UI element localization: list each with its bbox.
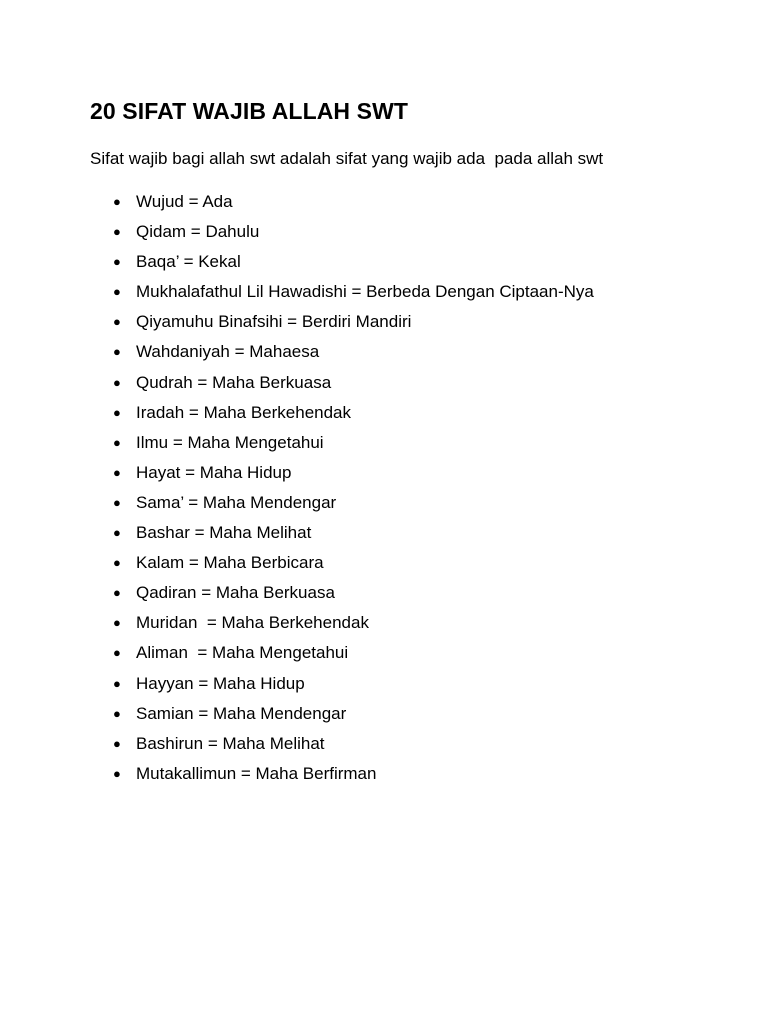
list-item-text: Mutakallimun = Maha Berfirman (136, 763, 377, 783)
list-item-text: Ilmu = Maha Mengetahui (136, 432, 324, 452)
list-item-text: Bashirun = Maha Melihat (136, 733, 325, 753)
list-item-text: Wujud = Ada (136, 192, 233, 211)
list-item-text: Iradah = Maha Berkehendak (136, 402, 352, 422)
bullet-icon: ● (113, 765, 121, 781)
list-item-text: Aliman = Maha Mengetahui (136, 643, 349, 663)
bullet-icon: ● (113, 735, 121, 751)
list-item-text: Muridan = Maha Berkehendak (136, 613, 369, 633)
bullet-icon: ● (113, 645, 121, 661)
bullet-icon: ● (113, 344, 121, 360)
bullet-icon: ● (113, 705, 121, 721)
list-item-text: Samian = Maha Mendengar (136, 703, 347, 723)
intro-paragraph: Sifat wajib bagi allah swt adalah sifat yang wajib ada pada allah swt (90, 149, 604, 168)
bullet-icon: ● (113, 224, 121, 240)
bullet-icon: ● (113, 615, 121, 631)
list-item-text: Kalam = Maha Berbicara (136, 553, 324, 573)
list-item-text: Mukhalafathul Lil Hawadishi = Berbeda Dengan Ciptaan-Nya (136, 282, 594, 302)
bullet-icon: ● (113, 284, 121, 300)
list-item-text: Qadiran = Maha Berkuasa (136, 583, 335, 603)
bullet-icon: ● (113, 374, 121, 390)
list-item-text: Qidam = Dahulu (136, 222, 260, 242)
bullet-icon: ● (113, 464, 121, 480)
bullet-icon: ● (113, 434, 121, 450)
bullet-icon: ● (113, 585, 121, 601)
bullet-icon: ● (113, 525, 121, 541)
list-item-text: Qiyamuhu Binafsihi = Berdiri Mandiri (136, 312, 412, 332)
list-item-text: Hayat = Maha Hidup (136, 462, 292, 482)
document-title: 20 SIFAT WAJIB ALLAH SWT (90, 98, 409, 124)
bullet-icon: ● (113, 314, 121, 330)
list-item-text: Qudrah = Maha Berkuasa (136, 372, 332, 392)
bullet-icon: ● (113, 404, 121, 420)
bullet-icon: ● (113, 254, 121, 270)
list-item-text: Wahdaniyah = Mahaesa (136, 342, 320, 362)
bullet-icon: ● (113, 494, 121, 510)
list-item-text: Sama’ = Maha Mendengar (136, 492, 337, 512)
list-item-text: Hayyan = Maha Hidup (136, 673, 305, 693)
bullet-icon: ● (113, 555, 121, 571)
list-item-text: Bashar = Maha Melihat (136, 523, 312, 543)
bullet-icon: ● (113, 675, 121, 691)
bullet-icon: ● (113, 194, 121, 209)
list-item-text: Baqa’ = Kekal (136, 252, 241, 272)
